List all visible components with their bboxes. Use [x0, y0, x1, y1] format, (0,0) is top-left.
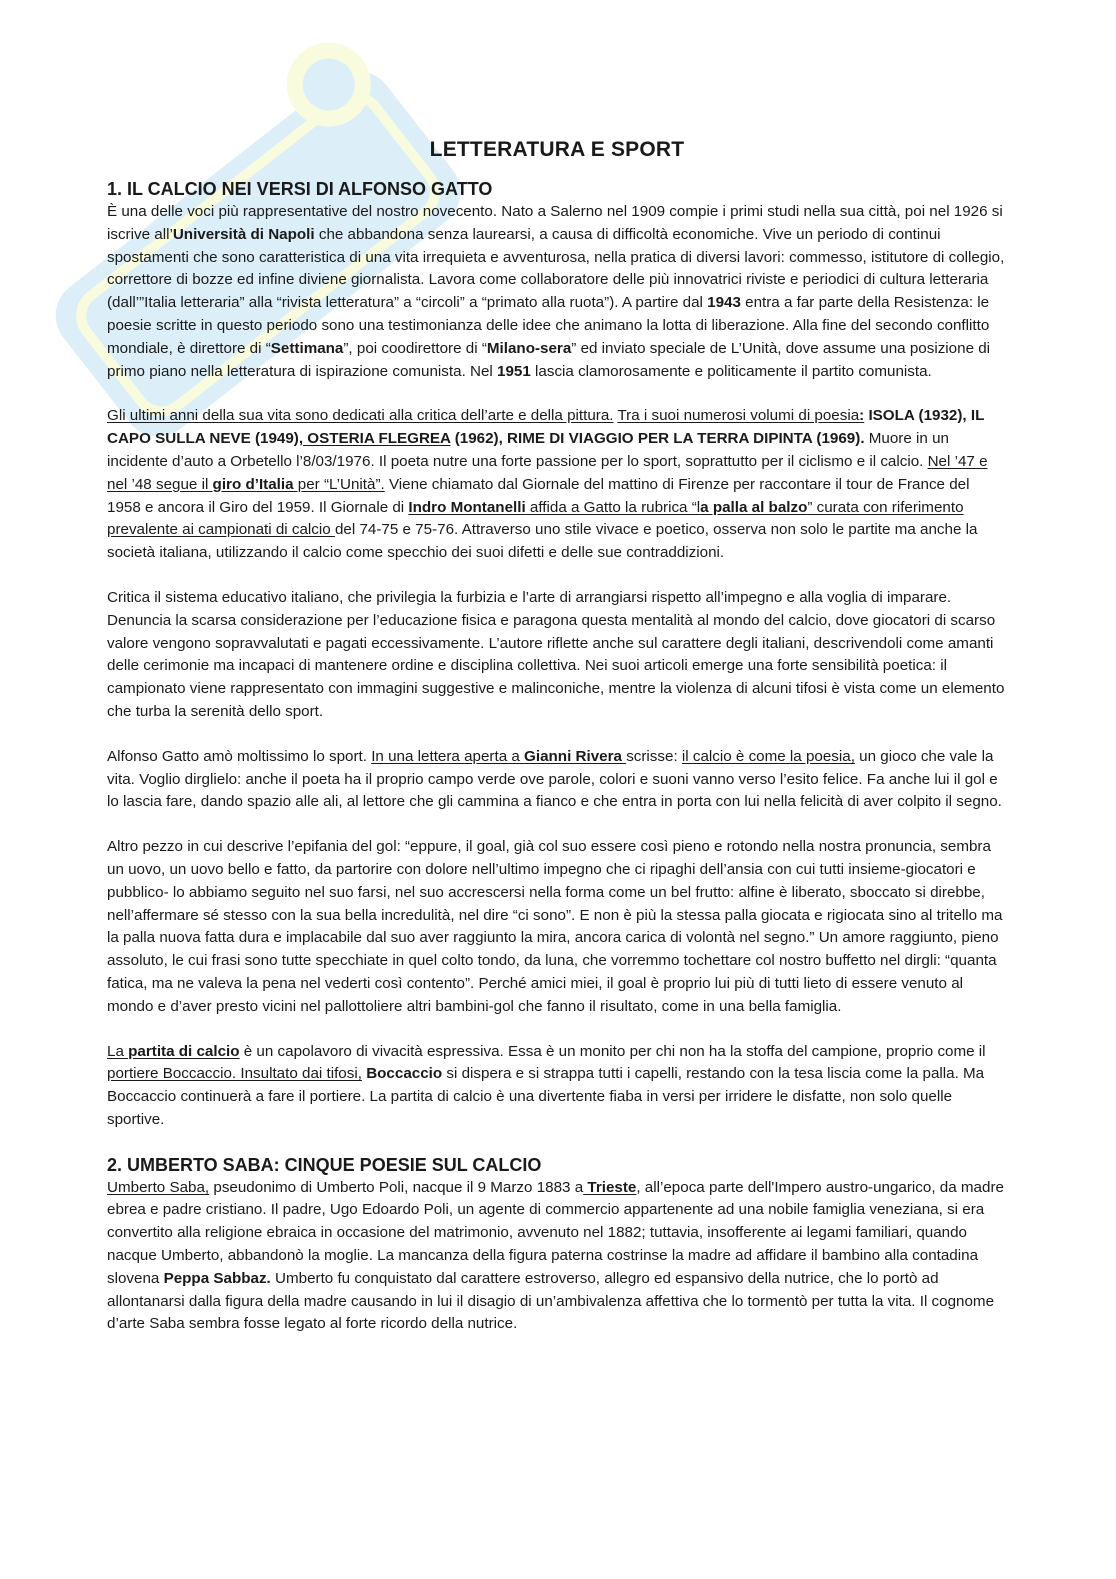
text-run: del 74-75 e 75-76. Attraverso uno stile vivace e poetico, osserva non solo le partite ma anche la società italiana, utilizzando il calcio come specchio dei suoi difetti e delle sue contraddizioni.: [107, 521, 978, 562]
text-run: Altro pezzo in cui descrive l’epifania del gol: “eppure, il goal, già col suo essere così pieno e rotondo nella nostra pronuncia, sembra un uovo, un uovo bello e fatto, da partorire con dolore nell’ultimo impegno che ci ripaghi dell’ansia con cui tutti insieme-giocatori e pubblico- lo abbiamo seguito nel suo farsi, nel suo accrescersi nella forma come un bel frutto: alfine è liberato, sboccato si direbbe, nell’affermare sé stesso con la sua bella incredulità, nel dire “ci sono”. E non è più la stessa palla giocata e rigiocata sino al tritello ma la palla nuova fatta dura e implacabile dal suo aver raggiunto la mira, ancora carica di volontà nel segno.” Un amore raggiunto, pieno assoluto, le cui frasi sono tutte specchiate in quel colto tondo, da luna, che vorremmo tochettare col nostro buffetto nel dirgli: “quanta fatica, ma ne valeva la pena nel vederti così contento”. Perché amici miei, il goal è proprio lui più di tutti lieto di essere venuto al mondo e d’aver presto vicini nel pallottoliere altri bambini-gol che fanno il risultato, come in una bella famiglia.: [107, 838, 1003, 1015]
text-run: È una delle voci più rappresentative del nostro novecento. Nato a Salerno nel 1909 compie i primi studi nella sua città, poi nel 1926 si iscrive all’: [107, 203, 1003, 243]
text-run: OSTERIA FLEGREA: [303, 430, 451, 448]
text-run: il calcio è come la poesia,: [681, 747, 855, 765]
text-run: Boccaccio: [366, 1065, 443, 1083]
text-run: 1951: [497, 362, 531, 380]
text-run: si dispera e si strappa tutti i capelli, restando con la tesa liscia come la palla. Ma Boccaccio continuerà a fare il portiere. La partita di calcio è una divertente fiaba in versi per irridere le disfatte, non solo quelle sportive.: [107, 1065, 985, 1128]
section-1-paragraph-4: [107, 746, 1007, 814]
text-run: a palla al balzo: [700, 498, 808, 516]
text-run: pseudonimo di Umberto Poli, nacque il 9 Marzo 1883 a: [209, 1178, 584, 1196]
text-run: Milano-sera: [486, 339, 572, 357]
text-run: :: [859, 407, 865, 425]
section-1-paragraph-6: [107, 1041, 1007, 1132]
text-run: Critica il sistema educativo italiano, che privilegia la furbizia e l’arte di arrangiarsi rispetto all’impegno e alla voglia di imparare. Denuncia la scarsa considerazione per l’educazione fisica e paragona questa mentalità al mondo del calcio, dove giocatori di scarso valore vengono sopravvalutati e pagati eccessivamente. L’autore riflette anche sul carattere degli italiani, descrivendoli come amanti delle cerimonie ma incapaci di mantenere ordine e disciplina collettiva. Nei suoi articoli emerge una forte sensibilità poetica: il campionato viene rappresentato con immagini suggestive e malinconiche, mentre la violenza di alcuni tifosi è vista come un elemento che turba la serenità dello sport.: [107, 588, 1005, 720]
text-run: affida a Gatto la rubrica “l: [525, 498, 701, 516]
text-run: che abbandona senza laurearsi, a causa di difficoltà economiche. Vive un periodo di continui spostamenti che sono caratteristica di una vita irrequieta e avventurosa, nella pratica di diversi lavori: commesso, istitutore di collegio, correttore di bozze ed infine diviene giornalista. Lavora come collaboratore delle più innovatrici riviste e periodici di cultura letteraria (dall’”Italia letteraria” alla “rivista letteratura” a “circoli” a “primato alla ruota”). A partire dal: [107, 225, 1005, 312]
text-run: ”, poi coodirettore di “: [343, 339, 487, 357]
text-run: Umberto fu conquistato dal carattere estroverso, allegro ed espansivo della nutrice, che lo portò ad allontanarsi dalla figura della madre causando in lui il disagio di un’ambivalenza affettiva che lo tormentò per tutta la vita. Il cognome d’arte Saba sembra fosse legato al forte ricordo della nutrice.: [107, 1269, 995, 1333]
text-run: partita di calcio: [128, 1042, 240, 1060]
section-2-paragraph-1: [107, 1177, 1007, 1337]
text-run: per “L’Unità”.: [293, 475, 385, 493]
text-run: ” ed inviato speciale de L’Unità, dove assume una posizione di primo piano nella letteratura di ispirazione comunista. Nel: [107, 339, 991, 380]
text-run: Peppa Sabbaz.: [163, 1269, 271, 1287]
document-title: LETTERATURA E SPORT: [429, 138, 685, 161]
text-run: è un capolavoro di vivacità espressiva. Essa è un monito per chi non ha la stoffa del campione, proprio come il: [239, 1042, 986, 1060]
text-run: Università di Napoli: [172, 225, 315, 243]
text-run: entra a far parte della Resistenza: le poesie scritte in questo periodo sono una testimonianza delle idee che animano la lotta di liberazione. Alla fine del secondo conflitto mondiale, è direttore di “: [107, 294, 990, 357]
text-run: scrisse:: [626, 747, 682, 765]
text-run: 1943: [707, 294, 741, 312]
text-run: Gli ultimi anni della sua vita sono dedicati alla critica dell’arte e della pittura.: [107, 407, 614, 425]
document-page: [107, 126, 1007, 1358]
section-1-paragraph-5: [107, 836, 1007, 1018]
text-run: lascia clamorosamente e politicamente il partito comunista.: [530, 362, 932, 380]
text-run: Nel ’47 e nel ’48 segue il: [107, 452, 988, 493]
text-run: In una lettera aperta a: [371, 747, 525, 765]
text-run: Viene chiamato dal Giornale del mattino di Firenze per raccontare il tour de France del 1958 e ancora il Giro del 1959. Il Giornale di: [107, 475, 970, 516]
section-1-paragraph-3: [107, 587, 1007, 724]
text-run: un gioco che vale la vita. Voglio dirglielo: anche il poeta ha il proprio campo verde ove parole, colori e suoni vanno verso l’esito felice. Fa anche lui il gol e lo lascia fare, dando spazio alle ali, al lettore che gli cammina a fianco e che entra in porta con lui nella felicità di aver colpito il segno.: [107, 747, 1002, 811]
text-run: La: [107, 1042, 129, 1060]
text-run: giro d’Italia: [212, 475, 294, 493]
text-run: Trieste: [583, 1178, 637, 1196]
text-run: Alfonso Gatto amò moltissimo lo sport.: [107, 747, 372, 765]
section-2-heading: 2. UMBERTO SABA: CINQUE POESIE SUL CALCIO: [107, 1154, 542, 1175]
text-run: Indro Montanelli: [408, 498, 526, 516]
text-run: portiere Boccaccio. Insultato dai tifosi,: [107, 1065, 362, 1083]
text-run: , all’epoca parte dell'Impero austro-ungarico, da madre ebrea e padre cristiano. Il padre, Ugo Edoardo Poli, un agente di commercio appartenente ad una nobile famiglia veneziana, si era convertito alla religione ebraica in occasione del matrimonio, avvenuto nel 1882; tuttavia, insofferente ai legami familiari, quando nacque Umberto, abbandonò la moglie. La mancanza della figura paterna costrinse la madre ad affidare il bambino alla contadina slovena: [107, 1178, 1004, 1287]
section-1-paragraph-1: [107, 201, 1007, 383]
text-run: (1962), RIME DI VIAGGIO PER LA TERRA DIPINTA (1969).: [450, 430, 865, 448]
text-run: Tra i suoi numerosi volumi di poesia: [617, 407, 860, 425]
text-run: Umberto Saba,: [107, 1178, 210, 1196]
section-1-heading: 1. IL CALCIO NEI VERSI DI ALFONSO GATTO: [107, 179, 493, 199]
text-run: Muore in un incidente d’auto a Orbetello l’8/03/1976. Il poeta nutre una forte passione per lo sport, soprattutto per il ciclismo e il calcio.: [107, 430, 949, 470]
text-run: ISOLA (1932), IL CAPO SULLA NEVE (1949),: [107, 407, 985, 448]
text-run: ” curata con riferimento prevalente ai campionati di calcio: [107, 498, 964, 539]
text-run: Gianni Rivera: [524, 747, 622, 765]
section-1-paragraph-2: [107, 405, 1007, 565]
text-run: Settimana: [270, 339, 344, 357]
